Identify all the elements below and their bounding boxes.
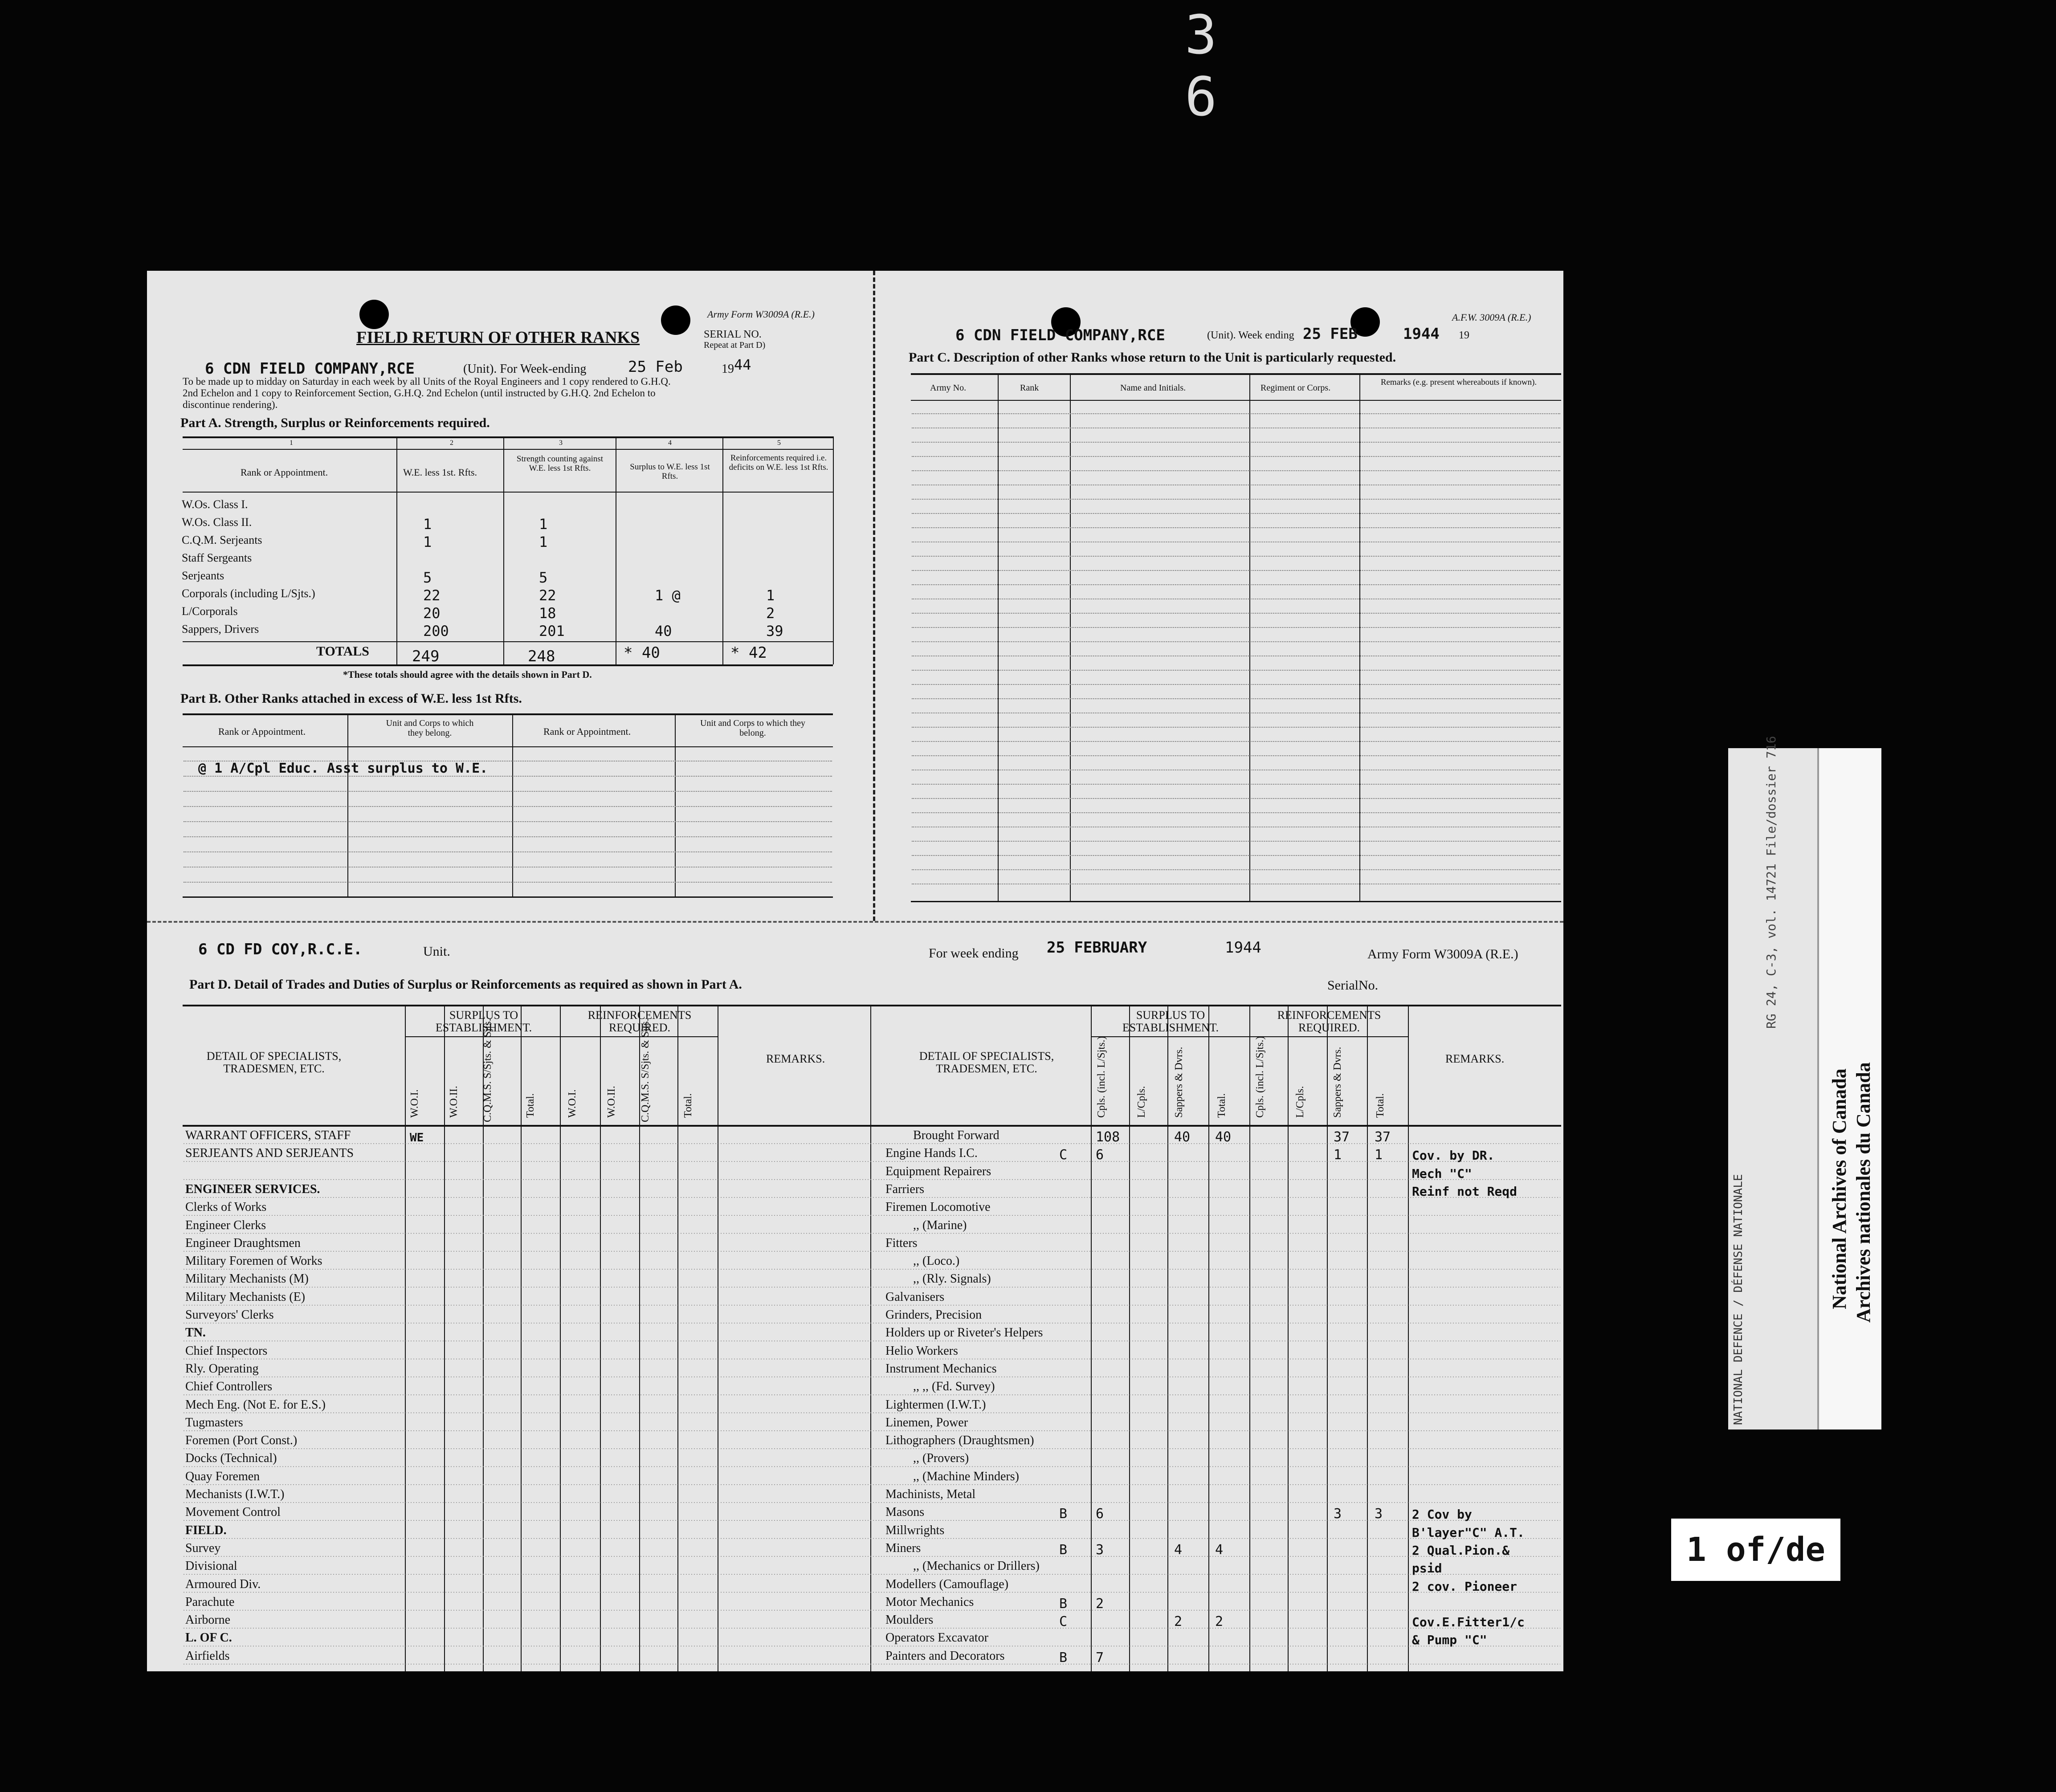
trade-label: Linemen, Power [885,1415,968,1430]
trade-label: Chief Controllers [185,1380,273,1394]
right-sub-cpls: Cpls. (incl. L/Sjts.) [1096,1036,1107,1118]
left-sub-cqms: C.Q.M.S. S/Sjts. & Sjts. [640,1018,651,1122]
trade-label: ,, (Rly. Signals) [913,1272,991,1286]
part-c-header: Rank [1020,383,1039,393]
left-detail-header: DETAIL OF SPECIALISTS, TRADESMEN, ETC. [206,1050,342,1075]
left-sub-total: Total. [525,1093,536,1118]
part-c-header: Name and Initials. [1120,383,1186,393]
trade-label: Military Mechanists (M) [185,1272,309,1286]
trade-cpls: 2 [1096,1596,1104,1612]
col-number: 5 [777,439,781,447]
page-count-stamp: 1 of/de [1671,1519,1840,1581]
week-value-right: 25 FEB [1303,325,1358,343]
header-rank: Rank or Appointment. [241,467,328,478]
trade-label: Foremen (Port Const.) [185,1434,298,1448]
unit-label: (Unit). For Week-ending [463,362,587,376]
part-c-header: Remarks (e.g. present whereabouts if known). [1380,378,1537,387]
trade-label: Rly. Operating [185,1361,259,1376]
trade-label: ,, (Machine Minders) [913,1469,1019,1483]
trade-cpls: 108 [1096,1129,1120,1145]
trade-label: L. OF C. [185,1631,232,1645]
defence-stamp: NATIONAL DEFENCE / DÉFENSE NATIONALE [1732,1174,1745,1425]
trade-label: Brought Forward [913,1128,999,1142]
form-title: FIELD RETURN OF OTHER RANKS [356,328,640,347]
part-d-form-number: Army Form W3009A (R.E.) [1367,947,1518,961]
form-part-d-sheet [147,921,1563,1671]
trade-remark: 2 cov. Pioneer [1412,1579,1518,1594]
trade-label: Helio Workers [885,1344,958,1358]
totals-label: TOTALS [316,644,369,659]
part-a-rank: Corporals (including L/Sjts.) [182,587,315,600]
trade-label: Survey [185,1541,221,1555]
unit-label-right: (Unit). Week ending [1207,330,1294,341]
year-value: 44 [734,356,751,373]
left-sub-cqms: C.Q.M.S. S/Sjts. & Sjts. [482,1018,494,1122]
trade-grp: B [1059,1596,1068,1612]
trade-sap: 40 [1174,1129,1191,1145]
trade-grp: C [1059,1147,1068,1163]
part-b-header: Unit and Corps to which they belong. [386,718,474,738]
col-number: 2 [450,439,453,447]
ruled-line [912,556,1560,557]
header-surplus: Surplus to W.E. less 1st Rfts. [630,462,710,481]
trade-label: Masons [885,1505,925,1519]
trade-tot: 4 [1215,1542,1224,1558]
part-a-strength: 1 [539,534,548,550]
col-number: 4 [668,439,672,447]
trade-label: Mechanists (I.W.T.) [185,1487,285,1501]
part-a-rank: W.Os. Class II. [182,516,252,529]
part-c-title: Part C. Description of other Ranks whose return to the Unit is particularly requested. [909,350,1396,365]
trade-label: FIELD. [185,1523,227,1537]
part-a-strength: 201 [539,623,565,639]
archives-name-en: National Archives of Canada [1828,1068,1850,1309]
trade-remark: Mech "C" [1412,1166,1472,1181]
trade-label: Lightermen (I.W.T.) [885,1397,986,1412]
trade-remark: B'layer"C" A.T. [1412,1525,1525,1540]
ruled-line [912,755,1560,756]
part-a-surplus: 40 [655,623,672,639]
ruled-line [912,812,1560,813]
archive-label [1817,748,1881,1430]
left-sub-woii: W.O.II. [606,1086,617,1118]
ruled-line [912,698,1560,699]
ruled-line [912,641,1560,642]
trade-label: Airfields [185,1649,230,1663]
part-a-title: Part A. Strength, Surplus or Reinforcements required. [180,415,490,430]
trade-label: Military Mechanists (E) [185,1290,306,1304]
header-strength: Strength counting against W.E. less 1st Rfts. [516,454,604,473]
trade-label: Moulders [885,1613,934,1627]
trade-label: ,, (Loco.) [913,1254,960,1268]
right-reinf-header: REINFORCEMENTS REQUIRED. [1277,1009,1381,1034]
trade-label: Parachute [185,1595,235,1609]
trade-rsap: 3 [1334,1506,1342,1522]
trade-grp: B [1059,1506,1068,1522]
trade-label: Holders up or Riveter's Helpers [885,1326,1043,1340]
archive-reference: RG 24, C-3, vol. 14721 File/dossier 716 [1764,736,1779,1029]
part-c-header: Regiment or Corps. [1261,383,1331,393]
trade-tot: 40 [1215,1129,1232,1145]
ruled-line [912,584,1560,585]
trade-label: Airborne [185,1613,231,1627]
part-b-header: Rank or Appointment. [218,726,306,737]
part-a-reinf: 1 [766,587,775,604]
trade-cpls: 6 [1096,1506,1104,1522]
part-a-we: 20 [423,605,441,622]
trade-cpls: 3 [1096,1542,1104,1558]
ruled-line [912,784,1560,785]
trade-rtot: 3 [1375,1506,1383,1522]
trade-label: ,, (Marine) [913,1218,967,1232]
part-a-we: 22 [423,587,441,604]
trade-label: Instrument Mechanics [885,1361,997,1376]
header-we: W.E. less 1st. Rfts. [403,467,477,478]
left-remarks-header: REMARKS. [766,1052,825,1065]
trade-label: Engineer Draughtsmen [185,1236,301,1250]
ruled-line [912,841,1560,842]
ruled-line [912,470,1560,471]
part-d-year-value: 1944 [1225,939,1261,957]
trade-grp: B [1059,1649,1068,1666]
right-sub-cpls: Cpls. (incl. L/Sjts.) [1254,1036,1266,1118]
left-surplus-header: SURPLUS TO ESTABLISHMENT. [435,1009,532,1034]
part-a-rank: W.Os. Class I. [182,498,248,511]
left-sub-woi: W.O.I. [567,1089,578,1118]
ruled-line [912,855,1560,856]
trade-label: Engine Hands I.C. [885,1146,978,1161]
instruction-line: To be made up to midday on Saturday in each week by all Units of the Royal Engineers and 1 copy rendered to G.H.Q. [183,376,671,387]
part-a-strength: 18 [539,605,556,622]
year-value-right: 1944 [1403,325,1440,343]
trade-remark: Cov.E.Fitter1/c [1412,1615,1525,1630]
archive-reference-tag [1728,736,1880,1430]
right-surplus-header: SURPLUS TO ESTABLISHMENT. [1122,1009,1219,1034]
part-a-reinf: 2 [766,605,775,622]
trade-label: Movement Control [185,1505,281,1519]
ruled-line [912,869,1560,870]
serial-note: Repeat at Part D) [704,340,766,350]
trade-label: Firemen Locomotive [885,1200,991,1214]
trade-label: Lithographers (Draughtsmen) [885,1434,1034,1448]
ruled-line [912,499,1560,500]
trade-label: SERJEANTS AND SERJEANTS [185,1146,354,1161]
trade-mark: WE [410,1131,424,1144]
part-b-header: Rank or Appointment. [543,726,631,737]
trade-label: Chief Inspectors [185,1344,268,1358]
trade-rsap: 1 [1334,1147,1342,1163]
part-d-week-label: For week ending [929,946,1019,961]
trade-label: Farriers [885,1182,925,1196]
part-a-strength: 22 [539,587,556,604]
punch-hole [359,300,389,329]
week-ending-value: 25 Feb [628,358,683,376]
right-sub-total: Total. [1216,1093,1228,1118]
ruled-line [184,836,832,837]
trade-label: Millwrights [885,1523,945,1537]
trade-tot: 2 [1215,1614,1224,1630]
trade-label: Mech Eng. (Not E. for E.S.) [185,1397,326,1412]
part-a-rank: C.Q.M. Serjeants [182,534,262,546]
part-d-unit-label: Unit. [423,944,450,959]
part-a-reinf: 39 [766,623,783,639]
part-a-we: 5 [423,569,432,586]
trade-label: Painters and Decorators [885,1649,1005,1663]
trade-label: Machinists, Metal [885,1487,976,1501]
trade-label: Modellers (Camouflage) [885,1577,1009,1591]
part-a-rank: L/Corporals [182,605,238,618]
header-reinforcements: Reinforcements required i.e. deficits on W.E. less 1st Rfts. [729,453,828,472]
part-a-strength: 1 [539,516,548,533]
trade-grp: B [1059,1542,1068,1558]
ruled-line [912,513,1560,514]
trade-grp: C [1059,1614,1068,1630]
part-a-rank: Sappers, Drivers [182,623,259,635]
right-sub-sappers: Sappers & Dvrs. [1173,1047,1185,1118]
left-sub-woi: W.O.I. [409,1089,420,1118]
trade-label: Operators Excavator [885,1631,988,1645]
part-a-we: 1 [423,516,432,533]
fold-line [873,271,875,921]
total-we: 249 [412,648,440,665]
ruled-line [912,627,1560,628]
part-a-strength: 5 [539,569,548,586]
trade-label: Docks (Technical) [185,1451,277,1466]
punch-hole [661,305,690,335]
trade-label: ,, ,, (Fd. Survey) [913,1380,995,1394]
trade-remark: Cov. by DR. [1412,1148,1495,1163]
right-sub-lcpls: L/Cpls. [1294,1086,1306,1118]
trade-cpls: 6 [1096,1147,1104,1163]
right-sub-total: Total. [1375,1093,1386,1118]
part-b-title: Part B. Other Ranks attached in excess of W.E. less 1st Rfts. [180,691,522,706]
part-d-title: Part D. Detail of Trades and Duties of Surplus or Reinforcements as required as shown in Part A. [189,977,742,992]
trade-label: ENGINEER SERVICES. [185,1182,320,1196]
total-surplus: * 40 [624,644,660,662]
part-a-surplus: 1 @ [655,587,681,604]
col-number: 3 [559,439,563,447]
trade-remark: 2 Cov by [1412,1507,1472,1522]
trade-label: Tugmasters [185,1415,243,1430]
part-c-header: Army No. [930,383,967,393]
trade-rsap: 37 [1334,1129,1350,1145]
part-d-serial-label: SerialNo. [1327,978,1379,993]
year-prefix-right: 19 [1459,330,1469,341]
right-sub-sappers: Sappers & Dvrs. [1332,1047,1343,1118]
instruction-line: discontinue rendering). [183,399,278,410]
ruled-line [912,727,1560,728]
ruled-line [912,570,1560,571]
trade-remark: & Pump "C" [1412,1633,1487,1648]
trade-rtot: 1 [1375,1147,1383,1163]
ruled-line [912,670,1560,671]
ruled-line [912,527,1560,528]
trade-label: Military Foremen of Works [185,1254,322,1268]
trade-label: ,, (Provers) [913,1451,969,1466]
trade-sap: 4 [1174,1542,1183,1558]
year-prefix: 19 [722,362,734,376]
ruled-line [184,806,832,807]
total-reinforcements: * 42 [730,644,767,662]
trade-label: Divisional [185,1559,237,1573]
part-a-we: 1 [423,534,432,550]
part-a-we: 200 [423,623,449,639]
trade-label: Motor Mechanics [885,1595,974,1609]
unit-name: 6 CDN FIELD COMPANY,RCE [205,360,415,378]
trade-label: Grinders, Precision [885,1308,982,1322]
right-detail-header: DETAIL OF SPECIALISTS, TRADESMEN, ETC. [919,1050,1054,1075]
ruled-line [912,684,1560,685]
trade-remark: psid [1412,1561,1442,1576]
form-top-sheet [147,271,1563,921]
trade-rtot: 37 [1375,1129,1391,1145]
serial-label: SERIAL NO. [704,329,762,340]
trade-label: Quay Foremen [185,1469,260,1483]
left-reinf-header: REINFORCEMENTS REQUIRED. [587,1009,692,1034]
ruled-line [912,413,1560,414]
trade-remark: 2 Qual.Pion.& [1412,1543,1510,1558]
trade-label: Engineer Clerks [185,1218,266,1232]
ruled-line [184,851,832,852]
frame-number-mark: 3 6 [1185,4,1244,128]
ruled-line [184,821,832,822]
part-b-header: Unit and Corps to which they belong. [700,718,806,738]
ruled-line [912,613,1560,614]
ruled-line [912,741,1560,742]
left-sub-total: Total. [682,1093,694,1118]
trade-label: TN. [185,1326,206,1340]
form-number: Army Form W3009A (R.E.) [707,309,815,320]
trade-label: Armoured Div. [185,1577,261,1591]
trade-sap: 2 [1174,1614,1183,1630]
unit-name-right: 6 CDN FIELD COMPANY,RCE [955,326,1165,344]
ruled-line [912,442,1560,443]
left-sub-woii: W.O.II. [448,1086,460,1118]
trade-label: Equipment Repairers [885,1164,991,1178]
ruled-line [184,882,832,883]
instruction-line: 2nd Echelon and 1 copy to Reinforcement Section, G.H.Q. 2nd Echelon (until instructed by G.H.Q. 2nd Echelon to [183,387,656,399]
col-number: 1 [290,439,293,447]
trade-label: Surveyors' Clerks [185,1308,274,1322]
part-a-rank: Staff Sergeants [182,551,252,564]
ruled-line [912,798,1560,799]
trade-label: Fitters [885,1236,918,1250]
right-remarks-header: REMARKS. [1445,1052,1505,1065]
trade-label: Galvanisers [885,1290,945,1304]
trade-label: Miners [885,1541,921,1555]
totals-note: *These totals should agree with the details shown in Part D. [343,669,592,680]
part-d-unit: 6 CD FD COY,R.C.E. [198,941,363,958]
part-a-rank: Serjeants [182,569,224,582]
trade-label: ,, (Mechanics or Drillers) [913,1559,1040,1573]
trade-remark: Reinf not Reqd [1412,1184,1518,1199]
right-sub-lcpls: L/Cpls. [1136,1086,1147,1118]
archives-name-fr: Archives nationales du Canada [1852,1062,1874,1323]
trade-label: Clerks of Works [185,1200,267,1214]
trade-cpls: 7 [1096,1649,1104,1666]
total-strength: 248 [528,648,555,665]
form-number-right: A.F.W. 3009A (R.E.) [1452,312,1531,323]
part-b-entry: @ 1 A/Cpl Educ. Asst surplus to W.E. [198,761,488,776]
trade-label: WARRANT OFFICERS, STAFF [185,1128,351,1142]
ruled-line [912,456,1560,457]
ruled-line [184,791,832,792]
part-d-week-value: 25 FEBRUARY [1047,939,1147,957]
